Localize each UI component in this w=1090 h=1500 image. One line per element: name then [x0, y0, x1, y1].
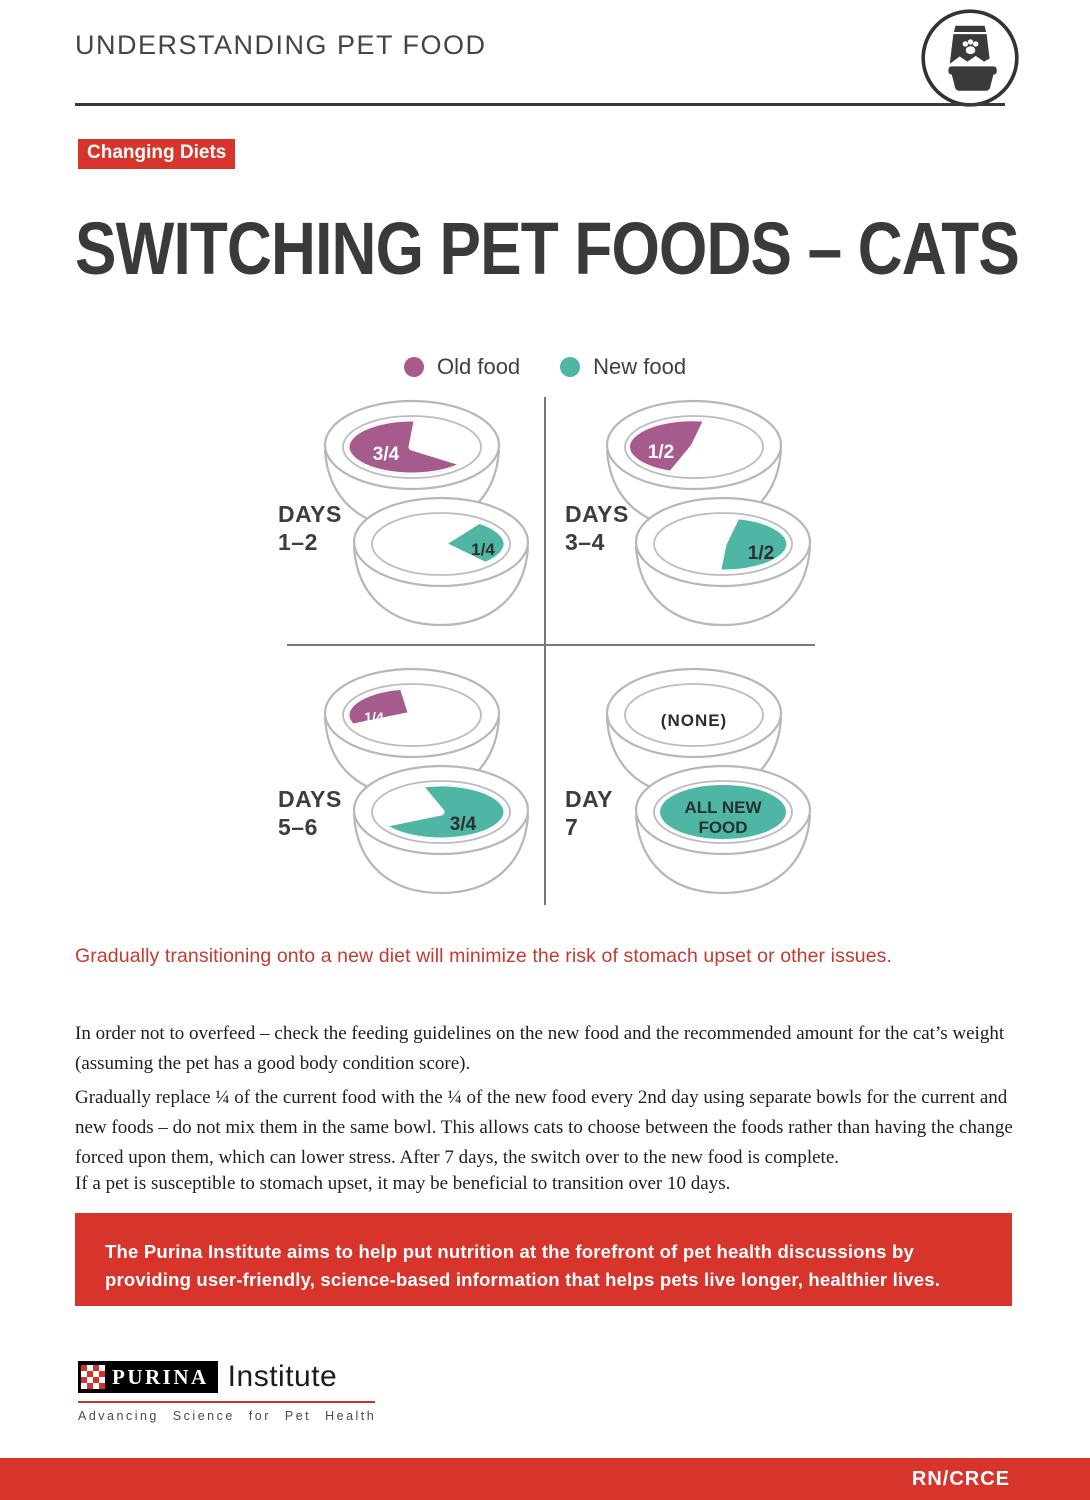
- body-paragraph: If a pet is susceptible to stomach upset, it may be beneficial to transition over 10 days.: [75, 1173, 731, 1194]
- quadrant-label-line: 7: [565, 814, 579, 840]
- header-divider-line: [75, 103, 1005, 106]
- pet-food-bag-and-bowl-icon: [918, 6, 1022, 115]
- quadrant-label-line: DAYS: [278, 786, 342, 812]
- new-food-bowl: [636, 498, 810, 625]
- institute-wordmark: Institute: [227, 1360, 338, 1393]
- bag-crimp: [954, 26, 986, 32]
- quadrant-label-line: DAYS: [565, 501, 629, 527]
- old-food-dot-icon: [404, 357, 424, 377]
- body-paragraph: Gradually replace ¼ of the current food with the ¼ of the new food every 2nd day using separate bowls for the current and new foods – do not mix them in the same bowl. This allows cats to choose between the foods rather than having the change forced upon them, which can lower stress. After 7 days, the switch over to the new food is complete.: [75, 1087, 1013, 1168]
- new-food-bowl: [354, 766, 528, 893]
- new-food-bowl: [354, 498, 528, 625]
- body-paragraph: In order not to overfeed – check the feeding guidelines on the new food and the recommended amount for the cat’s weight (assuming the pet has a good body condition score).: [75, 1023, 1005, 1074]
- quadrant-label-days-3-4: [565, 500, 629, 556]
- diagram-horizontal-divider: [287, 644, 815, 646]
- legend-label: Old food: [437, 354, 521, 379]
- document-header-title: UNDERSTANDING PET FOOD: [75, 30, 487, 60]
- quadrant-label-line: 5–6: [278, 814, 318, 840]
- fraction-label: 1/2: [747, 543, 775, 564]
- logo-tagline: Advancing Science for Pet Health: [78, 1409, 377, 1423]
- quadrant-label-line: 3–4: [565, 529, 605, 555]
- highlight-sentence: Gradually transitioning onto a new diet will minimize the risk of stomach upset or other issues.: [75, 945, 893, 967]
- quadrant-label-day-7: [565, 785, 613, 841]
- footer-code: RN/CRCE: [911, 1468, 1010, 1490]
- purina-checkerboard-icon: [81, 1365, 105, 1389]
- all-new-food-label-line2: FOOD: [698, 818, 748, 837]
- all-new-food-label-line1: ALL NEW: [684, 798, 762, 817]
- quadrant-label-days-1-2: [278, 500, 342, 556]
- page-title: SWITCHING PET FOODS – CATS: [75, 207, 1019, 290]
- quadrant-label-line: 1–2: [278, 529, 318, 555]
- quadrant-day-7: [567, 660, 832, 900]
- fraction-label: 3/4: [449, 814, 477, 835]
- fraction-label: 1/2: [647, 442, 675, 463]
- legend: [404, 354, 686, 380]
- section-badge: Changing Diets: [78, 139, 235, 169]
- none-label: (NONE): [660, 711, 728, 730]
- paw-print: [966, 46, 976, 54]
- quadrant-label-line: DAYS: [278, 501, 342, 527]
- new-food-dot-icon: [560, 357, 580, 377]
- fraction-label: 1/4: [471, 540, 495, 559]
- footer-bar: [0, 1458, 1090, 1500]
- new-food-bowl-full: [636, 766, 810, 893]
- quadrant-days-5-6: [285, 660, 550, 900]
- quadrant-label-days-5-6: [278, 785, 342, 841]
- fraction-label: 3/4: [372, 444, 400, 465]
- purina-wordmark: PURINA: [112, 1364, 209, 1389]
- purina-wordmark-box: [78, 1361, 218, 1393]
- logo-underline: [78, 1401, 375, 1403]
- legend-item-old-food: [404, 354, 520, 380]
- quadrant-label-line: DAY: [565, 786, 613, 812]
- legend-label: New food: [593, 354, 687, 379]
- mission-banner: The Purina Institute aims to help put nutrition at the forefront of pet health discussions by providing user-friendly, science-based information that helps pets live longer, healthier lives.: [75, 1213, 1012, 1306]
- legend-item-new-food: [560, 354, 686, 380]
- fraction-label: 1/4: [364, 709, 384, 725]
- purina-institute-logo: [78, 1360, 376, 1423]
